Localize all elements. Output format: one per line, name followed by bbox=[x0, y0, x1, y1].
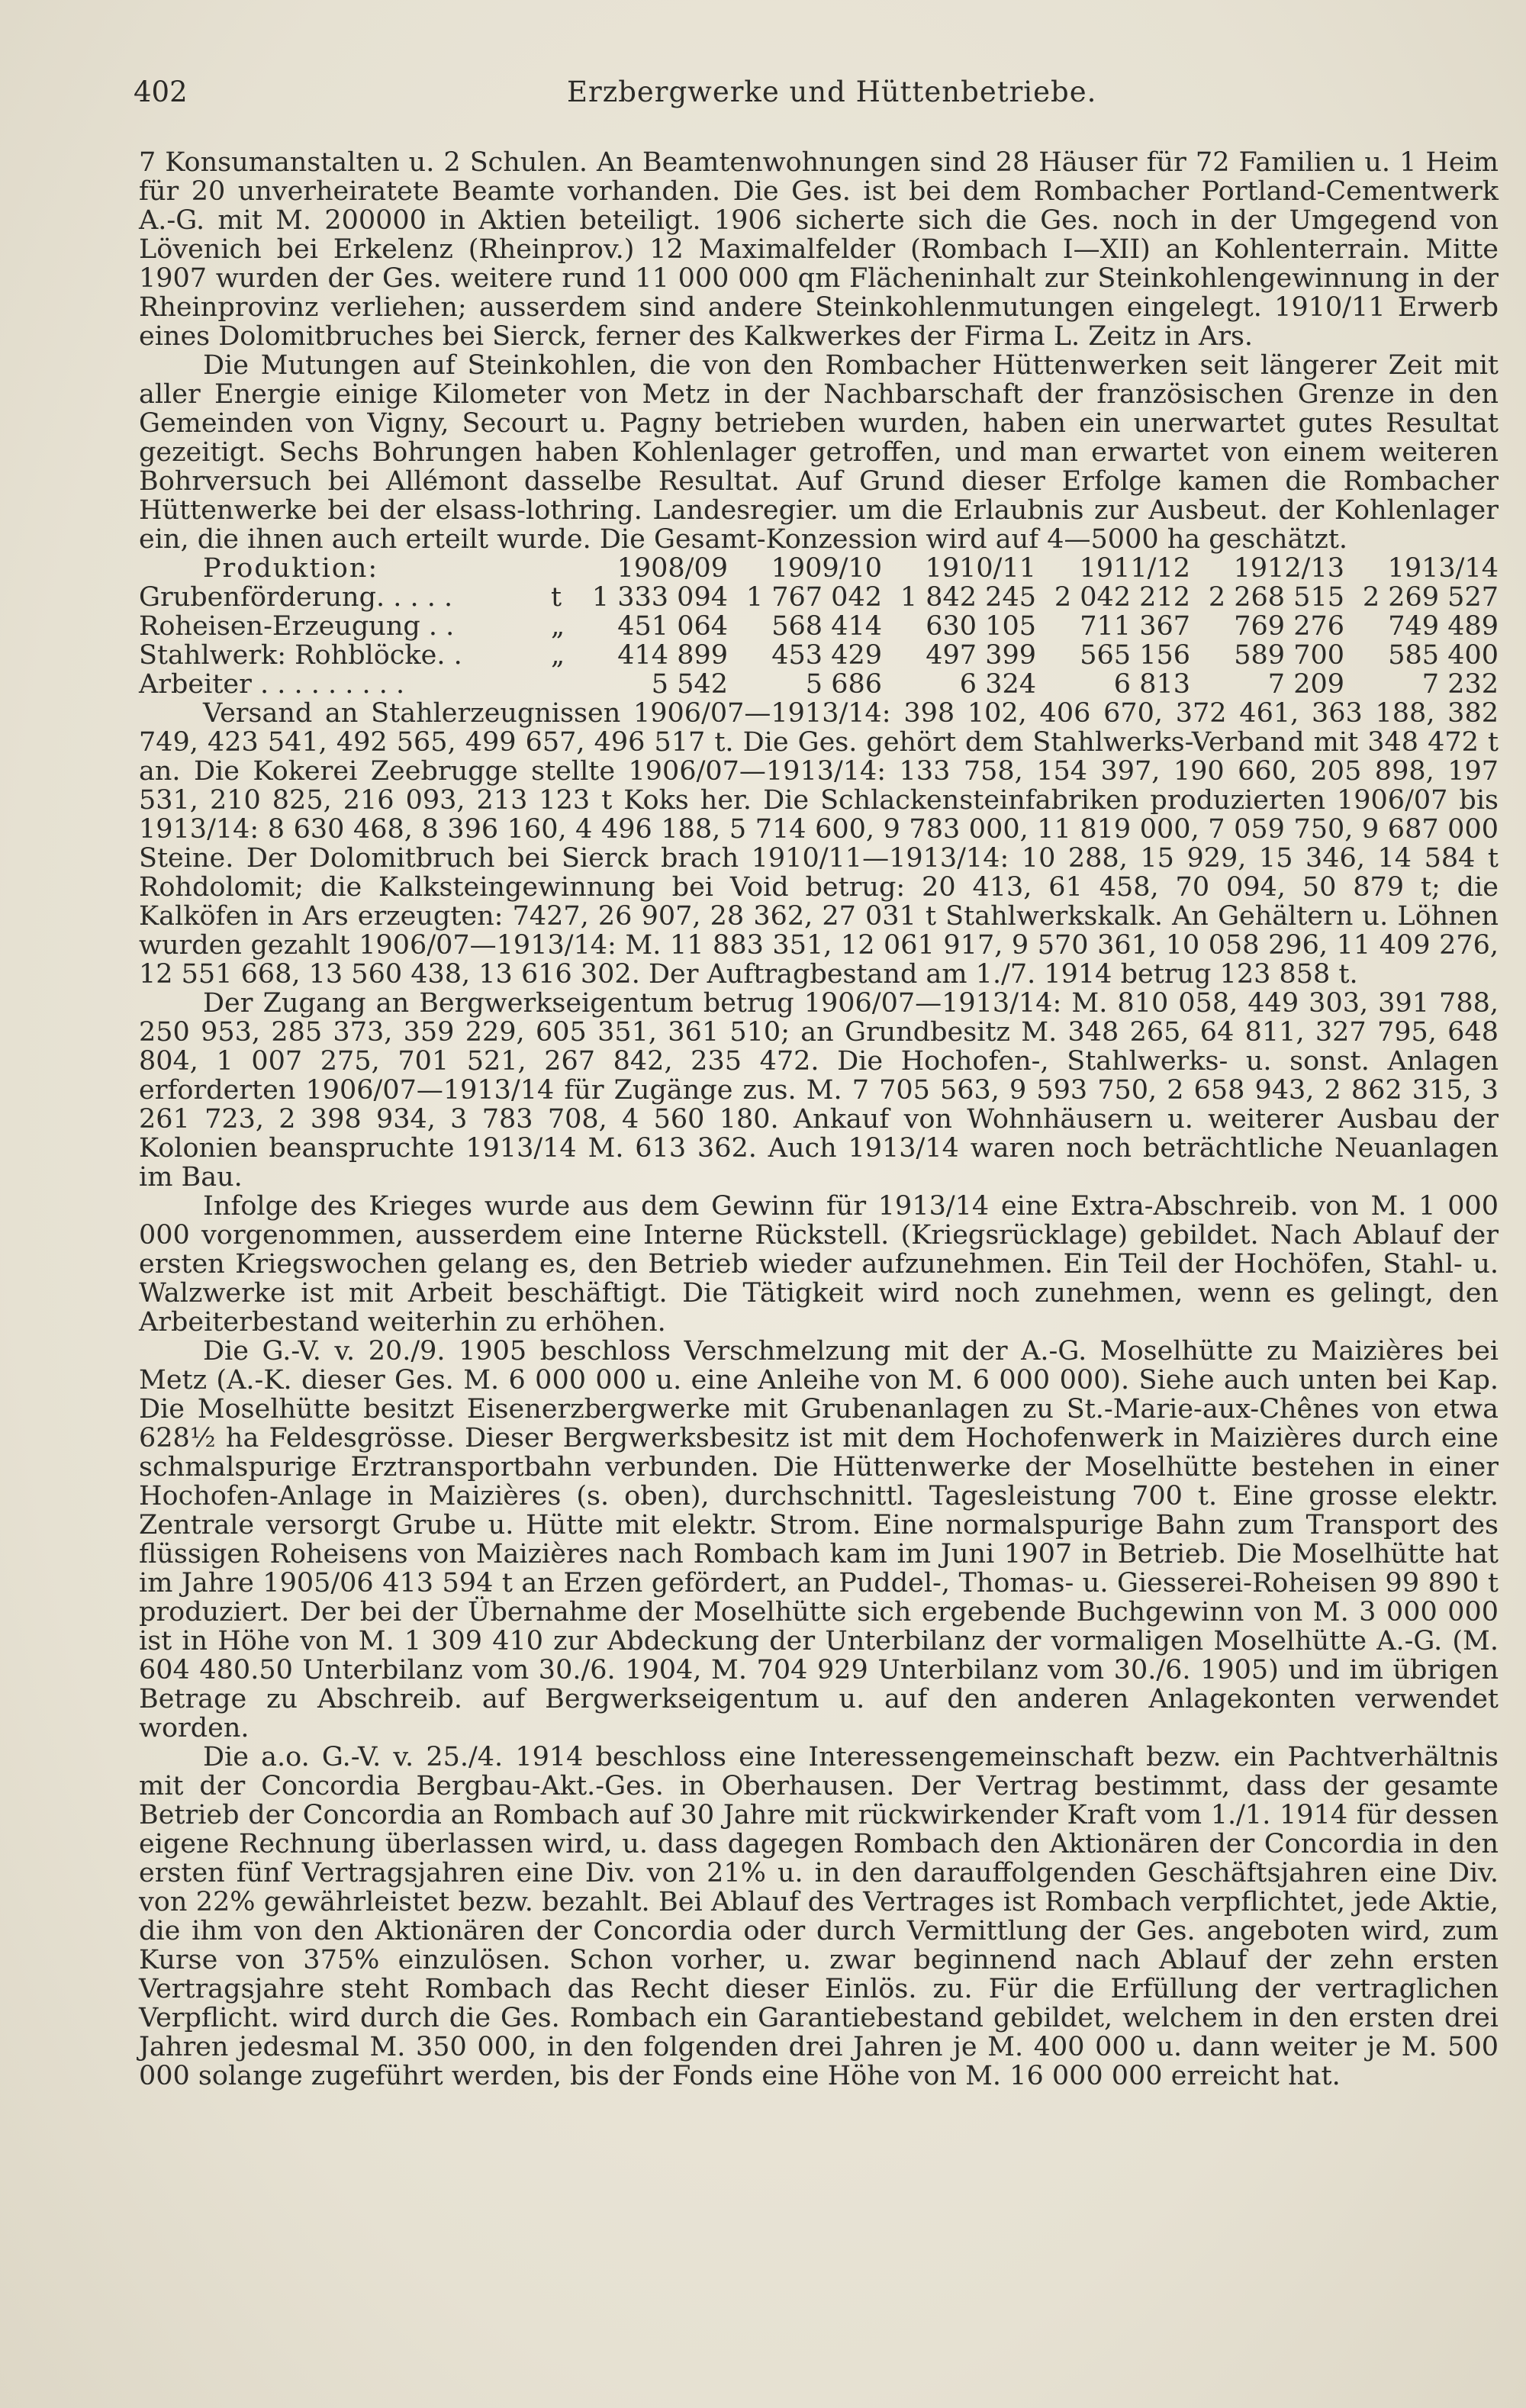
year-header: 1910/11 bbox=[925, 553, 1036, 584]
table-cell: 7 232 bbox=[1421, 669, 1499, 700]
table-cell: 2 268 515 bbox=[1208, 582, 1344, 613]
table-cell: 2 269 527 bbox=[1362, 582, 1499, 613]
row-label: Grubenförderung. . . . . bbox=[139, 582, 453, 613]
row-unit: „ bbox=[551, 640, 565, 671]
table-row bbox=[139, 583, 1499, 612]
table-row bbox=[139, 670, 1499, 699]
paragraph-mutungen: Die Mutungen auf Steinkohlen, die von den Rombacher Hüttenwerken seit längerer Zeit mit aller Energie einige Kilometer von Metz in der Nachbarschaft der französischen Grenze in den Gemeinden von Vigny, Secourt u. Pagny betrieben wurden, haben ein unerwartet gutes Resultat gezeitigt. Sechs Bohrungen haben Kohlenlager getroffen, und man erwartet von einem weiteren Bohrversuch bei Allémont dasselbe Resultat. Auf Grund dieser Erfolge kamen die Rombacher Hüttenwerke bei der elsass-lothring. Landesregier. um die Erlaubnis zur Ausbeut. der Kohlenlager ein, die ihnen auch erteilt wurde. Die Gesamt-Konzession wird auf 4—5000 ha geschätzt. bbox=[139, 350, 1499, 555]
table-row bbox=[139, 641, 1499, 670]
table-cell: 769 276 bbox=[1234, 611, 1344, 642]
year-header: 1913/14 bbox=[1387, 553, 1499, 584]
paragraph-krieg: Infolge des Krieges wurde aus dem Gewinn für 1913/14 eine Extra-Abschreib. von M. 1 000 000 vorgenommen, ausserdem eine Interne Rückstell. (Kriegsrücklage) gebildet. Nach Ablauf der ersten Kriegswochen gelang es, den Betrieb wieder aufzunehmen. Ein Teil der Hochöfen, Stahl- u. Walzwerke ist mit Arbeit beschäftigt. Die Tätigkeit wird noch zunehmen, wenn es gelingt, den Arbeiterbestand weiterhin zu erhöhen. bbox=[139, 1191, 1499, 1338]
table-cell: 589 700 bbox=[1234, 640, 1344, 671]
year-header: 1912/13 bbox=[1233, 553, 1344, 584]
page-number: 402 bbox=[134, 76, 188, 108]
paragraph-versand: Versand an Stahlerzeugnissen 1906/07—1913/14: 398 102, 406 670, 372 461, 363 188, 382 749, 423 541, 492 565, 499 657, 496 517 t. Die Ges. gehört dem Stahlwerks-Verband mit 348 472 t an. Die Kokerei Zeebrugge stellte 1906/07—1913/14: 133 758, 154 397, 190 660, 205 898, 197 531, 210 825, 216 093, 213 123 t Koks her. Die Schlackensteinfabriken produzierten 1906/07 bis 1913/14: 8 630 468, 8 396 160, 4 496 188, 5 714 600, 9 783 000, 11 819 000, 7 059 750, 9 687 000 Steine. Der Dolomitbruch bei Sierck brach 1910/11—1913/14: 10 288, 15 929, 15 346, 14 584 t Rohdolomit; die Kalksteingewinnung bei Void betrug: 20 413, 61 458, 70 094, 50 879 t; die Kalköfen in Ars erzeugten: 7427, 26 907, 28 362, 27 031 t Stahlwerkskalk. An Gehältern u. Löhnen wurden gezahlt 1906/07—1913/14: M. 11 883 351, 12 061 917, 9 570 361, 10 058 296, 11 409 276, 12 551 668, 13 560 438, 13 616 302. Der Auftragbestand am 1./7. 1914 betrug 123 858 t. bbox=[139, 698, 1499, 990]
paragraph-continued: 7 Konsumanstalten u. 2 Schulen. An Beamtenwohnungen sind 28 Häuser für 72 Familien u. 1 Heim für 20 unverheiratete Beamte vorhanden. Die Ges. ist bei dem Rombacher Portland-Cementwerk A.-G. mit M. 200000 in Aktien beteiligt. 1906 sicherte sich die Ges. noch in der Umgegend von Lövenich bei Erkelenz (Rheinprov.) 12 Maximalfelder (Rombach I—XII) an Kohlenterrain. Mitte 1907 wurden der Ges. weitere rund 11 000 000 qm Flächeninhalt zur Steinkohlengewinnung in der Rheinprovinz verliehen; ausserdem sind andere Steinkohlenmutungen eingelegt. 1910/11 Erwerb eines Dolomitbruches bei Sierck, ferner des Kalkwerkes der Firma L. Zeitz in Ars. bbox=[139, 147, 1499, 352]
body-text bbox=[139, 148, 1499, 2091]
row-unit bbox=[551, 670, 574, 699]
row-label: Stahlwerk: Rohblöcke. . bbox=[139, 640, 462, 671]
table-row bbox=[139, 612, 1499, 641]
table-cell: 1 842 245 bbox=[900, 582, 1036, 613]
production-header-row bbox=[139, 554, 1499, 583]
table-cell: 453 429 bbox=[771, 640, 882, 671]
paragraph-concordia: Die a.o. G.-V. v. 25./4. 1914 beschloss eine Interessengemeinschaft bezw. ein Pachtverhältnis mit der Concordia Bergbau-Akt.-Ges. in Oberhausen. Der Vertrag bestimmt, dass der gesamte Betrieb der Concordia an Rombach auf 30 Jahre mit rückwirkender Kraft vom 1./1. 1914 für dessen eigene Rechnung überlassen wird, u. dass dagegen Rombach den Aktionären der Concordia in den ersten fünf Vertragsjahren eine Div. von 21% u. in den darauffolgenden Geschäftsjahren eine Div. von 22% gewährleistet bezw. bezahlt. Bei Ablauf des Vertrages ist Rombach verpflichtet, jede Aktie, die ihm von den Aktionären der Concordia oder durch Vermittlung der Ges. angeboten wird, zum Kurse von 375% einzulösen. Schon vorher, u. zwar beginnend nach Ablauf der zehn ersten Vertragsjahre steht Rombach das Recht dieser Einlös. zu. Für die Erfüllung der vertraglichen Verpflicht. wird durch die Ges. Rombach ein Garantiebestand gebildet, welchem in den ersten drei Jahren jedesmal M. 350 000, in den folgenden drei Jahren je M. 400 000 u. dann weiter je M. 500 000 solange zugeführt werden, bis der Fonds eine Höhe von M. 16 000 000 erreicht hat. bbox=[139, 1742, 1499, 2091]
table-cell: 497 399 bbox=[926, 640, 1036, 671]
table-cell: 7 209 bbox=[1267, 669, 1344, 700]
year-header: 1911/12 bbox=[1079, 553, 1190, 584]
production-title: Produktion: bbox=[203, 553, 379, 584]
table-cell: 749 489 bbox=[1388, 611, 1499, 642]
row-label: Roheisen-Erzeugung . . bbox=[139, 611, 455, 642]
table-cell: 5 686 bbox=[805, 669, 882, 700]
running-title: Erzbergwerke und Hüttenbetriebe. bbox=[567, 76, 1097, 108]
table-cell: 6 324 bbox=[959, 669, 1036, 700]
table-cell: 585 400 bbox=[1388, 640, 1499, 671]
table-cell: 1 767 042 bbox=[745, 582, 882, 613]
table-cell: 414 899 bbox=[617, 640, 728, 671]
paragraph-zugang: Der Zugang an Bergwerkseigentum betrug 1906/07—1913/14: M. 810 058, 449 303, 391 788, 250 953, 285 373, 359 229, 605 351, 361 510; an Grundbesitz M. 348 265, 64 811, 327 795, 648 804, 1 007 275, 701 521, 267 842, 235 472. Die Hochofen-, Stahlwerks- u. sonst. Anlagen erforderten 1906/07—1913/14 für Zugänge zus. M. 7 705 563, 9 593 750, 2 658 943, 2 862 315, 3 261 723, 2 398 934, 3 783 708, 4 560 180. Ankauf von Wohnhäusern u. weiterer Ausbau der Kolonien beanspruchte 1913/14 M. 613 362. Auch 1913/14 waren noch beträchtliche Neuanlagen im Bau. bbox=[139, 988, 1499, 1193]
year-header: 1909/10 bbox=[771, 553, 882, 584]
table-cell: 6 813 bbox=[1113, 669, 1190, 700]
table-cell: 630 105 bbox=[926, 611, 1036, 642]
year-header: 1908/09 bbox=[617, 553, 728, 584]
page-header bbox=[134, 73, 1495, 111]
table-cell: 2 042 212 bbox=[1054, 582, 1190, 613]
table-cell: 5 542 bbox=[651, 669, 728, 700]
production-table bbox=[139, 554, 1499, 699]
table-cell: 711 367 bbox=[1080, 611, 1190, 642]
table-cell: 568 414 bbox=[771, 611, 882, 642]
row-label: Arbeiter . . . . . . . . . bbox=[139, 669, 405, 700]
row-unit: „ bbox=[551, 611, 565, 642]
row-unit: t bbox=[551, 582, 562, 613]
table-cell: 1 333 094 bbox=[591, 582, 728, 613]
table-cell: 451 064 bbox=[617, 611, 728, 642]
paragraph-moselhuette: Die G.-V. v. 20./9. 1905 beschloss Verschmelzung mit der A.-G. Moselhütte zu Maizières bei Metz (A.-K. dieser Ges. M. 6 000 000 u. eine Anleihe von M. 6 000 000). Siehe auch unten bei Kap. Die Moselhütte besitzt Eisenerzbergwerke mit Grubenanlagen zu St.-Marie-aux-Chênes von etwa 628½ ha Feldesgrösse. Dieser Bergwerksbesitz ist mit dem Hochofenwerk in Maizières durch eine schmalspurige Erztransportbahn verbunden. Die Hüttenwerke der Moselhütte bestehen in einer Hochofen-Anlage in Maizières (s. oben), durchschnittl. Tagesleistung 700 t. Eine grosse elektr. Zentrale versorgt Grube u. Hütte mit elektr. Strom. Eine normalspurige Bahn zum Transport des flüssigen Roheisens von Maizières nach Rombach kam im Juni 1907 in Betrieb. Die Moselhütte hat im Jahre 1905/06 413 594 t an Erzen gefördert, an Puddel-, Thomas- u. Giesserei-Roheisen 99 890 t produziert. Der bei der Übernahme der Moselhütte sich ergebende Buchgewinn von M. 3 000 000 ist in Höhe von M. 1 309 410 zur Abdeckung der Unterbilanz der vormaligen Moselhütte A.-G. (M. 604 480.50 Unterbilanz vom 30./6. 1904, M. 704 929 Unterbilanz vom 30./6. 1905) und im übrigen Betrage zu Abschreib. auf Bergwerkseigentum u. auf den anderen Anlagekonten verwendet worden. bbox=[139, 1336, 1499, 1743]
table-cell: 565 156 bbox=[1080, 640, 1190, 671]
